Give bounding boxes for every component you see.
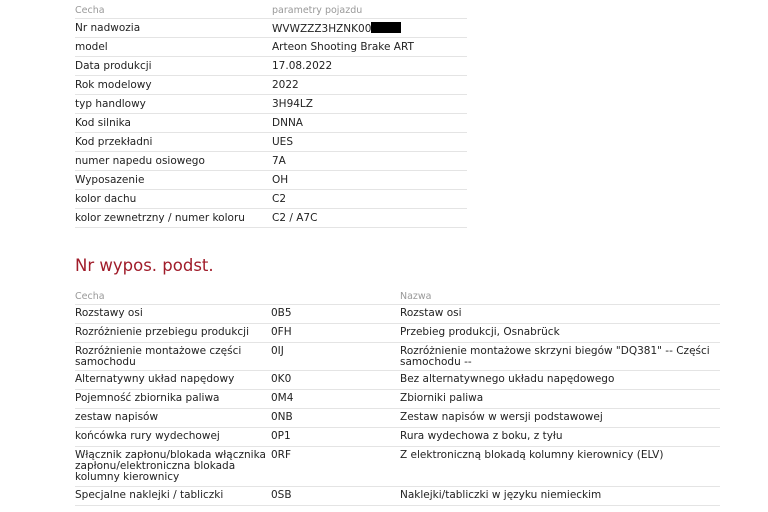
feature: zestaw napisów <box>75 411 159 423</box>
table-row <box>75 305 720 324</box>
feature: Rozstawy osi <box>75 307 143 319</box>
code: 0NB <box>271 411 293 423</box>
table-row <box>75 133 467 152</box>
code: 0IJ <box>271 345 284 357</box>
table-row <box>75 209 467 228</box>
table-row <box>75 447 720 487</box>
feature: Specjalne naklejki / tabliczki <box>75 489 224 501</box>
feature: Alternatywny układ napędowy <box>75 373 235 385</box>
row-value <box>272 22 401 35</box>
table-row <box>75 57 467 76</box>
table-row <box>75 38 467 57</box>
row-label: Kod silnika <box>75 117 131 129</box>
table-header <box>75 288 720 305</box>
table-row <box>75 343 720 371</box>
name: Zbiorniki paliwa <box>400 392 484 404</box>
header-nazwa: Nazwa <box>400 291 432 302</box>
row-value <box>272 136 293 148</box>
row-label: kolor dachu <box>75 193 137 205</box>
table-row <box>75 190 467 209</box>
row-label: kolor zewnetrzny / numer koloru <box>75 212 245 224</box>
feature: Włącznik zapłonu/blokada włącznika zapłonu/elektroniczna blokada kolumny kierownicy <box>75 449 266 483</box>
value-text: DNNA <box>272 117 303 129</box>
feature: końcówka rury wydechowej <box>75 430 220 442</box>
table-row <box>75 114 467 133</box>
table-row <box>75 428 720 447</box>
value-text: 2022 <box>272 79 299 91</box>
equipment-table <box>75 288 720 506</box>
row-value <box>272 212 317 224</box>
table-row <box>75 152 467 171</box>
value-text: WVWZZZ3HZNK00 <box>272 23 372 35</box>
name: Rura wydechowa z boku, z tyłu <box>400 430 563 442</box>
value-text: 3H94LZ <box>272 98 313 110</box>
code: 0FH <box>271 326 292 338</box>
row-label: Data produkcji <box>75 60 152 72</box>
value-text: UES <box>272 136 293 148</box>
table-row <box>75 19 467 38</box>
code: 0M4 <box>271 392 294 404</box>
feature: Pojemność zbiornika paliwa <box>75 392 220 404</box>
table-row <box>75 390 720 409</box>
code: 0P1 <box>271 430 291 442</box>
row-label: model <box>75 41 108 53</box>
vehicle-params-table <box>75 2 467 228</box>
row-label: Rok modelowy <box>75 79 152 91</box>
code: 0B5 <box>271 307 292 319</box>
row-value <box>272 41 414 53</box>
table-row <box>75 95 467 114</box>
table-row <box>75 409 720 428</box>
table-header <box>75 2 467 19</box>
value-text: Arteon Shooting Brake ART <box>272 41 414 53</box>
row-value <box>272 79 299 91</box>
feature: Rozróżnienie przebiegu produkcji <box>75 326 250 338</box>
code: 0SB <box>271 489 292 501</box>
name: Bez alternatywnego układu napędowego <box>400 373 615 385</box>
code: 0RF <box>271 449 292 461</box>
row-value <box>272 117 303 129</box>
name: Naklejki/tabliczki w języku niemieckim <box>400 489 602 501</box>
row-value <box>272 174 288 186</box>
value-text: 7A <box>272 155 286 167</box>
name: Zestaw napisów w wersji podstawowej <box>400 411 603 423</box>
section-title: Nr wypos. podst. <box>75 256 214 275</box>
value-text: C2 / A7C <box>272 212 318 224</box>
row-value <box>272 155 286 167</box>
table-row <box>75 324 720 343</box>
row-label: Kod przekładni <box>75 136 153 148</box>
name: Z elektroniczną blokadą kolumny kierownicy (ELV) <box>400 449 664 461</box>
header-cecha: Cecha <box>75 291 105 302</box>
name: Przebieg produkcji, Osnabrück <box>400 326 560 338</box>
feature: Rozróżnienie montażowe części samochodu <box>75 345 242 368</box>
table-row <box>75 76 467 95</box>
header-cecha: Cecha <box>75 5 105 16</box>
table-row <box>75 371 720 390</box>
value-text: 17.08.2022 <box>272 60 333 72</box>
row-value <box>272 98 313 110</box>
name: Rozstaw osi <box>400 307 462 319</box>
row-label: Nr nadwozia <box>75 22 141 34</box>
row-label: Wyposazenie <box>75 174 145 186</box>
value-text: C2 <box>272 193 287 205</box>
header-params: parametry pojazdu <box>272 5 363 16</box>
row-value <box>272 60 332 72</box>
value-text: OH <box>272 174 289 186</box>
name: Rozróżnienie montażowe skrzyni biegów "DQ381" -- Części samochodu -- <box>400 345 710 368</box>
code: 0K0 <box>271 373 292 385</box>
table-row <box>75 171 467 190</box>
row-value <box>272 193 286 205</box>
row-label: numer napedu osiowego <box>75 155 205 167</box>
redaction-box <box>371 22 401 33</box>
row-label: typ handlowy <box>75 98 146 110</box>
table-row <box>75 487 720 506</box>
